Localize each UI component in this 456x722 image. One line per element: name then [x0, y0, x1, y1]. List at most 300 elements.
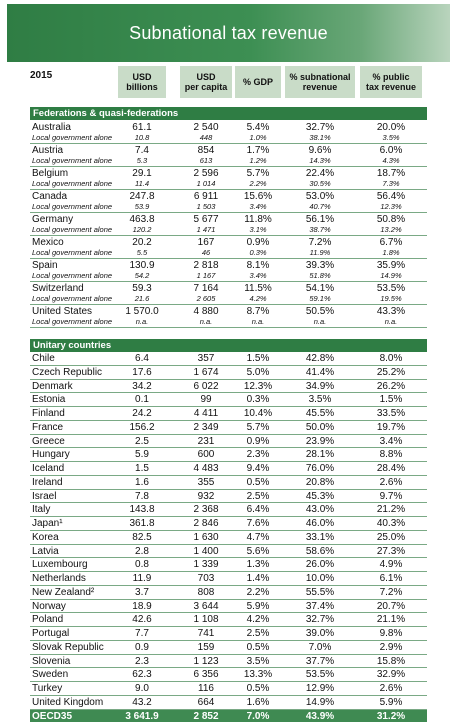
section-header: Federations & quasi-federations	[30, 107, 427, 120]
value-cell: 361.8	[129, 518, 155, 529]
country-name: Switzerland	[32, 283, 84, 294]
table-row	[30, 305, 427, 328]
value-cell: 82.5	[132, 531, 152, 543]
value-cell: 41.4%	[305, 366, 335, 378]
table-row	[30, 236, 427, 259]
value-cell: 40.3%	[376, 518, 406, 529]
table-row	[30, 282, 427, 305]
column-header-line: revenue	[302, 82, 338, 92]
value-cell: 18.9	[132, 600, 152, 612]
table-row	[30, 558, 427, 572]
value-cell: 58.6%	[305, 545, 335, 557]
subrow-value: 4.2%	[249, 294, 267, 303]
country-name: Hungary	[32, 449, 70, 461]
value-cell: 6.7%	[379, 237, 403, 248]
value-cell: 4 880	[193, 306, 219, 317]
country-name: Germany	[32, 214, 74, 225]
value-cell: 53.0%	[305, 191, 335, 202]
country-name: Slovenia	[32, 655, 71, 667]
value-cell: 854	[197, 145, 215, 156]
column-header	[360, 66, 422, 98]
value-cell: 45.5%	[305, 408, 335, 419]
value-cell: 99	[200, 394, 212, 406]
table-row	[30, 144, 427, 167]
value-cell: 7.2%	[379, 586, 403, 598]
subrow-value: 46	[201, 248, 211, 257]
value-cell: 2.6%	[379, 476, 403, 488]
value-cell: 42.6	[132, 614, 152, 626]
value-cell: 1 570.0	[125, 306, 159, 317]
value-cell: 43.0%	[305, 504, 335, 516]
subrow-value: n.a.	[384, 317, 398, 326]
value-cell: 116	[198, 683, 214, 694]
country-name: Italy	[32, 504, 51, 516]
value-cell: 7.4	[135, 145, 149, 156]
value-cell: 5.9%	[379, 696, 403, 708]
subrow-value: n.a.	[313, 317, 327, 326]
country-name: Poland	[32, 614, 64, 626]
subrow-value: 38.1%	[309, 133, 331, 142]
country-name: Turkey	[32, 683, 63, 694]
value-cell: 59.3	[132, 283, 152, 294]
value-cell: 18.7%	[376, 168, 406, 179]
table-row	[30, 627, 427, 641]
value-cell: 3.5%	[308, 394, 332, 406]
value-cell: 50.0%	[305, 421, 335, 433]
value-cell: 62.3	[132, 669, 152, 681]
country-name: Luxembourg	[32, 559, 88, 571]
table-row	[30, 190, 427, 213]
value-cell: 0.5%	[246, 476, 270, 488]
table-row	[30, 655, 427, 669]
subrow-value: 54.2	[134, 271, 150, 280]
table-row	[30, 393, 427, 407]
value-cell: 10.4%	[243, 408, 273, 419]
table-row	[30, 259, 427, 282]
country-name: Iceland	[32, 463, 65, 474]
subrow-label: Local government alone	[32, 248, 113, 257]
value-cell: 808	[197, 586, 215, 598]
value-cell: 2 818	[193, 260, 219, 271]
value-cell: 2 846	[193, 518, 219, 529]
value-cell: 21.1%	[376, 614, 406, 626]
country-name: Portugal	[32, 628, 70, 639]
value-cell: 2.6%	[379, 683, 403, 694]
subrow-value: 38.7%	[309, 225, 331, 234]
value-cell: 7.6%	[246, 518, 270, 529]
value-cell: 6.1%	[379, 573, 403, 584]
value-cell: 17.6	[132, 366, 152, 378]
value-cell: 9.6%	[308, 145, 332, 156]
column-header	[118, 66, 166, 98]
value-cell: 4 483	[193, 463, 219, 474]
table-row	[30, 531, 427, 545]
table-row	[30, 682, 427, 696]
column-header-line: % GDP	[242, 77, 273, 87]
subrow-value: 2.2%	[249, 179, 267, 188]
value-cell: 4.7%	[246, 531, 270, 543]
value-cell: 9.4%	[246, 463, 270, 474]
subrow-value: 3.5%	[382, 133, 400, 142]
value-cell: 45.3%	[305, 490, 335, 502]
country-name: Netherlands	[32, 573, 86, 584]
value-cell: 703	[197, 573, 215, 584]
value-cell: 1.6%	[246, 696, 270, 708]
subrow-value: 1.2%	[249, 156, 267, 165]
value-cell: 56.1%	[305, 214, 335, 225]
table-row	[30, 167, 427, 190]
value-cell: 6.4%	[246, 504, 270, 516]
value-cell: 600	[197, 449, 215, 461]
value-cell: 6 911	[193, 191, 219, 202]
subrow-value: 51.8%	[309, 271, 331, 280]
value-cell: 5.9%	[246, 600, 270, 612]
value-cell: 355	[197, 476, 215, 488]
value-cell: 1 674	[193, 366, 219, 378]
value-cell: 159	[197, 641, 215, 653]
value-cell: 130.9	[129, 260, 155, 271]
column-header-line: % subnational	[289, 72, 351, 82]
value-cell: 5.0%	[246, 366, 270, 378]
value-cell: 231	[197, 435, 215, 447]
value-cell: 50.5%	[305, 306, 335, 317]
value-cell: 167	[197, 237, 215, 248]
value-cell: 0.8	[135, 559, 149, 571]
subrow-label: Local government alone	[32, 133, 113, 142]
value-cell: 0.9%	[246, 237, 270, 248]
subrow-value: 4.3%	[382, 156, 400, 165]
subrow-value: 1.8%	[382, 248, 400, 257]
value-cell: 8.0%	[379, 353, 403, 364]
table-row	[30, 462, 427, 476]
table-row	[30, 572, 427, 586]
value-cell: 10.0%	[305, 573, 335, 584]
value-cell: 6.4	[135, 353, 149, 364]
value-cell: 7.2%	[308, 237, 332, 248]
value-cell: 28.4%	[376, 463, 406, 474]
value-cell: 43.2	[132, 696, 152, 708]
value-cell: 22.4%	[305, 168, 335, 179]
value-cell: 2.5%	[246, 490, 270, 502]
subrow-value: 12.3%	[380, 202, 402, 211]
table-row	[30, 213, 427, 236]
value-cell: 2.8	[135, 545, 149, 557]
table-row	[30, 490, 427, 504]
subrow-value: 3.4%	[249, 271, 267, 280]
column-header	[285, 66, 355, 98]
table-row	[30, 696, 427, 710]
value-cell: 25.2%	[376, 366, 406, 378]
page-title: Subnational tax revenue	[129, 23, 328, 43]
subrow-value: 21.6	[134, 294, 150, 303]
value-cell: 26.2%	[376, 380, 406, 392]
value-cell: 29.1	[132, 168, 152, 179]
value-cell: 9.8%	[379, 628, 403, 639]
value-cell: 43.3%	[376, 306, 406, 317]
value-cell: 20.7%	[376, 600, 406, 612]
subrow-label: Local government alone	[32, 225, 113, 234]
table-row	[30, 448, 427, 462]
country-name: Estonia	[32, 394, 66, 406]
table-row	[30, 503, 427, 517]
value-cell: 5.9	[135, 449, 149, 461]
subrow-value: 30.5%	[309, 179, 331, 188]
value-cell: 1 108	[193, 614, 219, 626]
value-cell: 0.9	[135, 641, 149, 653]
subrow-value: 53.9	[134, 202, 150, 211]
country-name: Japan¹	[32, 518, 63, 529]
subrow-label: Local government alone	[32, 271, 113, 280]
value-cell: 2.9%	[379, 641, 403, 653]
country-name: Finland	[32, 408, 65, 419]
subrow-value: 11.4	[134, 179, 150, 188]
subrow-value: 10.8	[134, 133, 150, 142]
subrow-value: 14.3%	[309, 156, 331, 165]
column-header-line: per capita	[184, 82, 228, 92]
table-row	[30, 613, 427, 627]
value-cell: 1 123	[193, 655, 219, 667]
subrow-value: n.a.	[199, 317, 213, 326]
value-cell: 33.5%	[376, 408, 406, 419]
subrow-value: 0.3%	[249, 248, 267, 257]
value-cell: 3.5%	[246, 655, 270, 667]
value-cell: 43.9%	[305, 710, 335, 722]
subrow-value: 1 167	[196, 271, 216, 280]
subrow-label: Local government alone	[32, 156, 113, 165]
value-cell: 34.2	[132, 380, 152, 392]
value-cell: 2.3	[135, 655, 149, 667]
value-cell: 3.7	[135, 586, 149, 598]
subrow-value: 40.7%	[309, 202, 331, 211]
subrow-value: 13.2%	[380, 225, 402, 234]
value-cell: 5.7%	[246, 421, 270, 433]
value-cell: 31.2%	[376, 710, 406, 722]
value-cell: 55.5%	[305, 586, 335, 598]
table-row	[30, 407, 427, 421]
country-name: Sweden	[32, 669, 69, 681]
column-header-line: USD	[132, 72, 152, 82]
value-cell: 2 540	[193, 122, 219, 133]
country-name: Chile	[32, 353, 55, 364]
value-cell: 1.6	[135, 476, 149, 488]
value-cell: 56.4%	[376, 191, 406, 202]
subrow-value: 120.2	[132, 225, 152, 234]
value-cell: 0.9%	[246, 435, 270, 447]
value-cell: 37.7%	[305, 655, 335, 667]
value-cell: 11.8%	[244, 214, 272, 225]
value-cell: 46.0%	[305, 518, 335, 529]
column-header	[180, 66, 232, 98]
country-name: Canada	[32, 191, 68, 202]
table-row	[30, 380, 427, 394]
value-cell: 7.0%	[246, 710, 270, 722]
value-cell: 11.9	[132, 573, 152, 584]
table-row	[30, 421, 427, 435]
table-row	[30, 366, 427, 380]
table-row	[30, 710, 427, 722]
country-name: Greece	[32, 435, 65, 447]
column-header-line: % public	[372, 72, 410, 82]
value-cell: 4 411	[193, 408, 219, 419]
value-cell: 76.0%	[305, 463, 335, 474]
column-header-line: USD	[196, 72, 216, 82]
value-cell: 5.7%	[246, 168, 270, 179]
value-cell: 2 349	[193, 421, 219, 433]
value-cell: 20.2	[132, 237, 152, 248]
country-name: United Kingdom	[32, 696, 104, 708]
value-cell: 32.7%	[305, 122, 335, 133]
value-cell: 27.3%	[376, 545, 406, 557]
subrow-value: 59.1%	[309, 294, 331, 303]
value-cell: 50.8%	[376, 214, 406, 225]
country-name: France	[32, 421, 64, 433]
country-name: United States	[32, 306, 93, 317]
column-header-line: billions	[126, 82, 158, 92]
table-row	[30, 600, 427, 614]
country-name: Slovak Republic	[32, 641, 104, 653]
subrow-value: 14.9%	[380, 271, 402, 280]
table-row	[30, 545, 427, 559]
value-cell: 20.0%	[376, 122, 406, 133]
value-cell: 2 596	[193, 168, 219, 179]
value-cell: 5.4%	[246, 122, 270, 133]
value-cell: 9.7%	[379, 490, 403, 502]
country-name: Ireland	[32, 476, 63, 488]
subrow-value: 5.5	[136, 248, 148, 257]
subrow-label: Local government alone	[32, 317, 113, 326]
value-cell: 463.8	[129, 214, 155, 225]
value-cell: 247.8	[129, 191, 155, 202]
value-cell: 7.7	[135, 628, 149, 639]
value-cell: 1 630	[193, 531, 219, 543]
value-cell: 53.5%	[376, 283, 406, 294]
value-cell: 54.1%	[305, 283, 335, 294]
value-cell: 741	[197, 628, 215, 639]
value-cell: 357	[197, 353, 215, 364]
value-cell: 25.0%	[376, 531, 406, 543]
value-cell: 32.9%	[376, 669, 406, 681]
value-cell: 7.0%	[308, 641, 332, 653]
value-cell: 6 022	[193, 380, 219, 392]
country-name: Latvia	[32, 545, 59, 557]
value-cell: 14.9%	[305, 696, 335, 708]
value-cell: 3.4%	[379, 435, 403, 447]
value-cell: 7 164	[193, 283, 219, 294]
value-cell: 1.5	[135, 463, 149, 474]
table-row	[30, 668, 427, 682]
value-cell: 28.1%	[305, 449, 335, 461]
column-header	[235, 66, 281, 98]
value-cell: 1.4%	[246, 573, 270, 584]
value-cell: 39.3%	[305, 260, 335, 271]
value-cell: 8.1%	[246, 260, 270, 271]
value-cell: 664	[197, 696, 215, 708]
title-banner	[7, 4, 450, 62]
value-cell: 32.7%	[305, 614, 335, 626]
country-name: OECD35	[32, 710, 73, 722]
value-cell: 2.2%	[246, 586, 270, 598]
subrow-value: n.a.	[135, 317, 149, 326]
value-cell: 0.5%	[246, 641, 270, 653]
value-cell: 42.8%	[305, 353, 335, 364]
value-cell: 4.2%	[246, 614, 270, 626]
value-cell: 5.6%	[246, 545, 270, 557]
table-row	[30, 586, 427, 600]
value-cell: 15.8%	[376, 655, 406, 667]
value-cell: 11.5%	[244, 283, 272, 294]
value-cell: 0.1	[135, 394, 149, 406]
country-name: Denmark	[32, 380, 73, 392]
value-cell: 3 644	[193, 600, 219, 612]
country-name: Spain	[32, 260, 58, 271]
country-name: Israel	[32, 490, 57, 502]
value-cell: 2.5%	[246, 628, 270, 639]
value-cell: 34.9%	[305, 380, 335, 392]
value-cell: 23.9%	[305, 435, 335, 447]
section-header: Unitary countries	[30, 339, 427, 352]
value-cell: 13.3%	[243, 669, 273, 681]
country-name: New Zealand²	[32, 586, 95, 598]
subrow-value: 5.3	[136, 156, 148, 165]
value-cell: 61.1	[132, 122, 152, 133]
value-cell: 1.5%	[379, 394, 403, 406]
value-cell: 33.1%	[305, 531, 335, 543]
subrow-label: Local government alone	[32, 202, 113, 211]
country-name: Norway	[32, 600, 66, 612]
value-cell: 8.7%	[246, 306, 270, 317]
table-row	[30, 352, 427, 366]
subrow-value: n.a.	[251, 317, 265, 326]
value-cell: 15.6%	[243, 191, 273, 202]
subrow-value: 7.3%	[382, 179, 400, 188]
value-cell: 6 356	[193, 669, 219, 681]
value-cell: 35.9%	[376, 260, 406, 271]
country-name: Austria	[32, 145, 64, 156]
value-cell: 0.3%	[246, 394, 270, 406]
value-cell: 1 339	[193, 559, 219, 571]
value-cell: 6.0%	[379, 145, 403, 156]
subrow-value: 3.4%	[249, 202, 267, 211]
value-cell: 156.2	[129, 421, 155, 433]
value-cell: 26.0%	[305, 559, 335, 571]
value-cell: 8.8%	[379, 449, 403, 461]
value-cell: 21.2%	[376, 504, 406, 516]
value-cell: 4.9%	[379, 559, 403, 571]
value-cell: 39.0%	[305, 628, 335, 639]
subrow-value: 19.5%	[380, 294, 402, 303]
table-header	[30, 66, 427, 102]
value-cell: 12.9%	[305, 683, 335, 694]
year-label: 2015	[30, 70, 53, 81]
value-cell: 143.8	[129, 504, 155, 516]
value-cell: 7.8	[135, 490, 149, 502]
value-cell: 1.7%	[246, 145, 270, 156]
value-cell: 932	[197, 490, 215, 502]
value-cell: 9.0	[135, 683, 149, 694]
value-cell: 5 677	[193, 214, 219, 225]
subrow-value: 448	[199, 133, 213, 142]
table-row	[30, 435, 427, 449]
table-row	[30, 476, 427, 490]
country-name: Korea	[32, 531, 59, 543]
subrow-value: 11.9%	[309, 248, 331, 257]
value-cell: 2 852	[193, 710, 219, 722]
subrow-value: 2 605	[196, 294, 216, 303]
country-name: Australia	[32, 122, 71, 133]
subrow-label: Local government alone	[32, 179, 113, 188]
value-cell: 1.3%	[246, 559, 270, 571]
subrow-value: 1 471	[196, 225, 216, 234]
